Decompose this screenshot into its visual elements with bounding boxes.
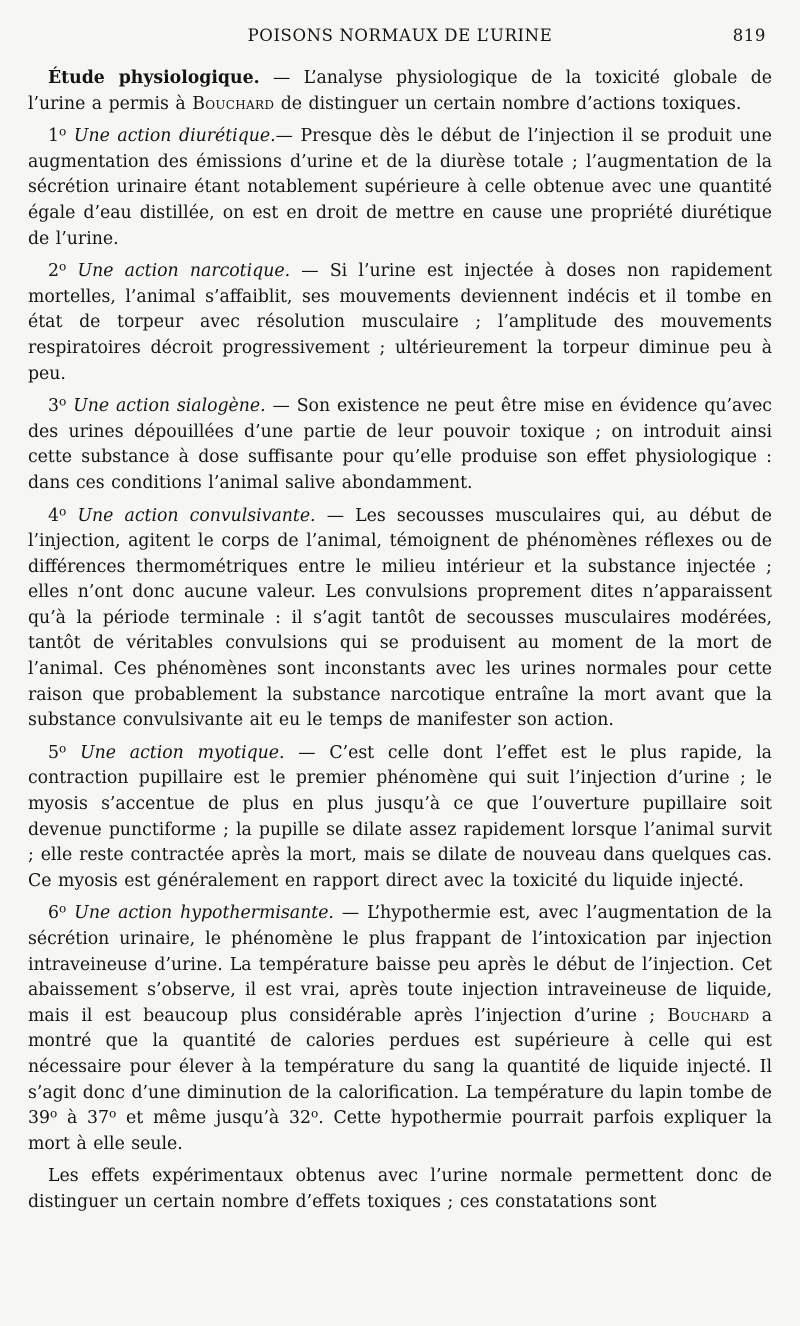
action-title-4: Une action convulsivante. — [77, 505, 316, 526]
intro-paragraph — [28, 66, 772, 117]
document-page — [28, 0, 772, 1326]
author-name-2: Bouchard — [667, 1005, 750, 1026]
action-number-3: 3 — [48, 396, 59, 417]
temp-low: 32 — [288, 1108, 311, 1129]
action-title-6: Une action hypothermisante. — [74, 903, 334, 924]
action-number-4: 4 — [48, 505, 59, 526]
action-number-2: 2 — [48, 261, 59, 282]
action-text-5: — C’est celle dont l’effet est le plus rapide, la contraction pupillaire est le premier phénomène qui suit l’injection d’urine ; le myosis s’accentue de plus en plus jusqu’à ce que l’ouverture pupillaire soit devenue punctiforme ; la pupille se dilate assez rapidement lorsque l’animal survit ; elle reste contractée après la mort, mais se dilate de nouveau dans quelques cas. Ce myosis est généralement en rapport direct avec la toxicité du liquide injecté. — [28, 742, 772, 891]
action-text-6e: . Cette hypothermie pourrait parfois expliquer la mort à elle seule. — [28, 1108, 773, 1154]
degree-mark-mid: o — [109, 1106, 117, 1121]
action-paragraph-3 — [28, 394, 772, 496]
degree-mark-high: o — [50, 1106, 58, 1121]
author-name: Bouchard — [192, 93, 275, 114]
ordinal-mark-1: o — [59, 124, 67, 139]
action-title-5: Une action myotique. — [80, 742, 285, 763]
ordinal-mark-6: o — [59, 901, 67, 916]
action-text-6a: — L’hypothermie est, avec l’augmentation de la sécrétion urinaire, le phénomène le plus frappant de l’intoxication par injection intraveineuse d’urine. La température baisse peu après le début de l’injection. Cet abaissement s’observe, il est vrai, après toute injection intraveineuse de liquide, mais il est beaucoup plus considérable après l’injection d’urine ; — [28, 903, 772, 1026]
closing-paragraph — [28, 1164, 772, 1215]
action-text-4: — Les secousses musculaires qui, au début de l’injection, agitent le corps de l’animal, témoignent de phénomènes réflexes ou de différences thermométriques entre le milieu intérieur et la substance injectée ; elles n’ont donc aucune valeur. Les convulsions proprement dites n’apparaissent qu’à la période terminale : il s’agit tantôt de secousses musculaires modérées, tantôt de véritables convulsions qui se produisent au moment de la mort de l’animal. Ces phénomènes sont inconstants avec les urines normales pour cette raison que probablement la substance narcotique entraîne la mort avant que la substance convulsivante ait eu le temps de manifester son action. — [28, 505, 772, 731]
action-text-2: — Si l’urine est injectée à doses non rapidement mortelles, l’animal s’affaiblit, ses mouvements deviennent indécis et il tombe en état de torpeur avec résolution musculaire ; l’amplitude des mouvements respiratoires décroit progressivement ; ultérieurement la torpeur diminue peu à peu. — [28, 261, 772, 384]
ordinal-mark-5: o — [59, 741, 67, 756]
page-number: 819 — [732, 26, 766, 45]
action-text-6b: a montré que la quantité de calories perdues est supérieure à celle qui est nécessaire pour élever à la température du sang la quantité de liquide injecté. Il s’agit donc d’une diminution de la calorification. La température du lapin tombe de — [28, 1005, 773, 1103]
action-paragraph-5 — [28, 741, 772, 895]
intro-text-b: de distinguer un certain nombre d’actions toxiques. — [274, 93, 742, 114]
action-paragraph-1 — [28, 124, 772, 252]
ordinal-mark-3: o — [59, 394, 67, 409]
action-paragraph-6 — [28, 901, 772, 1157]
section-heading: Étude physiologique. — [48, 68, 260, 88]
body-text — [28, 66, 772, 1216]
ordinal-mark-4: o — [59, 504, 67, 519]
action-text-6c: à — [57, 1108, 88, 1129]
degree-mark-low: o — [310, 1106, 319, 1121]
action-text-6d: et même jusqu’à — [116, 1108, 289, 1129]
temp-mid: 37 — [87, 1108, 110, 1129]
action-text-1: — Presque dès le début de l’injection il se produit une augmentation des émissions d’urine et de la diurèse totale ; l’augmentation de la sécrétion urinaire étant notablement supérieure à celle obtenue avec une quantité égale d’eau distillée, on est en droit de mettre en cause une propriété diurétique de l’urine. — [28, 126, 772, 249]
action-title-2: Une action narcotique. — [77, 261, 291, 282]
action-title-1: Une action diurétique. — [73, 126, 276, 147]
closing-text: Les effets expérimentaux obtenus avec l’urine normale permettent donc de distinguer un certain nombre d’effets toxiques ; ces constatations sont — [28, 1166, 772, 1212]
intro-text-a: — L’analyse physiologique de la toxicité globale de l’urine a permis à — [28, 68, 772, 114]
action-number-5: 5 — [48, 742, 59, 763]
action-text-3: — Son existence ne peut être mise en évidence qu’avec des urines dépouillées d’une partie de leur pouvoir toxique ; on introduit ainsi cette substance à dose suffisante pour qu’elle produise son effet physiologique : dans ces conditions l’animal salive abondamment. — [28, 396, 772, 493]
temp-high: 39 — [28, 1108, 50, 1129]
action-paragraph-2 — [28, 259, 772, 387]
action-title-3: Une action sialogène. — [73, 396, 266, 417]
ordinal-mark-2: o — [59, 259, 67, 274]
action-paragraph-4 — [28, 504, 772, 734]
action-number-1: 1 — [48, 126, 59, 147]
action-number-6: 6 — [48, 903, 59, 924]
running-header — [28, 26, 772, 66]
running-title: POISONS NORMAUX DE L’URINE — [247, 26, 553, 45]
